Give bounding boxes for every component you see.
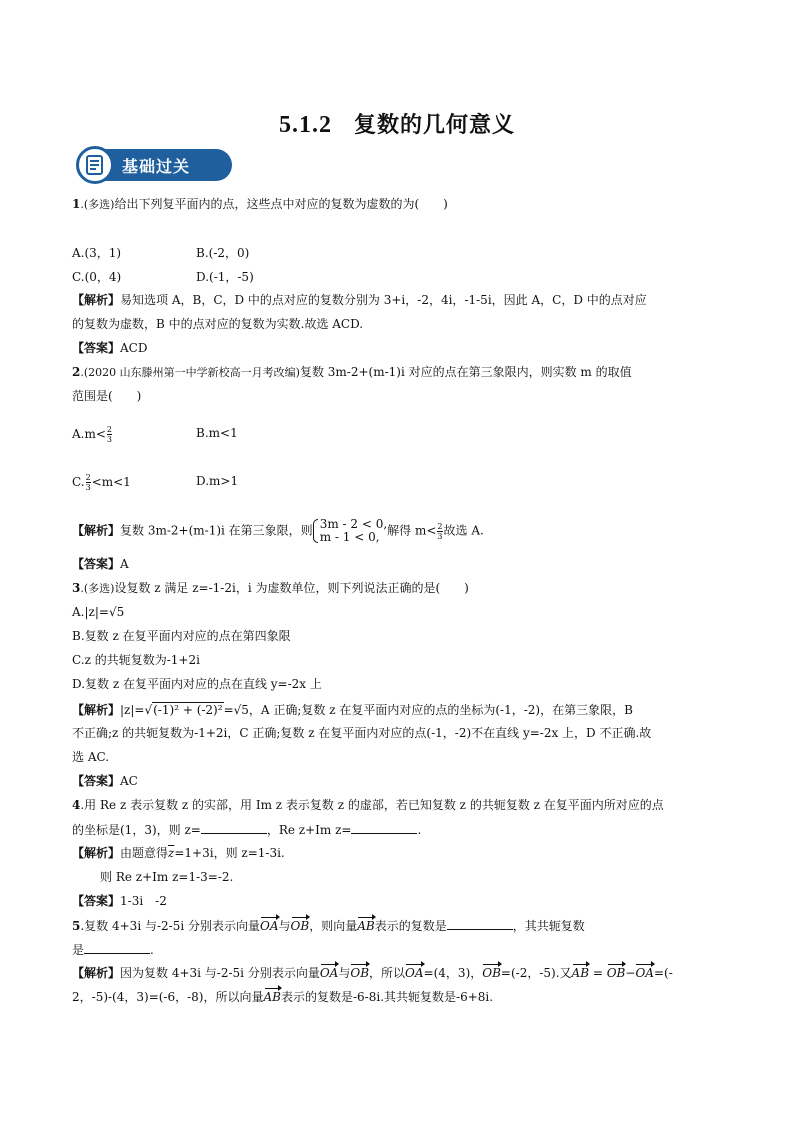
inequality-system xyxy=(313,518,387,544)
title-text: 复数的几何意义 xyxy=(353,113,515,138)
sys-line2: m - 1 < 0, xyxy=(319,530,380,544)
vector-oa: OA xyxy=(405,966,424,980)
q2-option-a-text: A.m< xyxy=(72,427,106,441)
vector-oa: OA xyxy=(319,966,339,980)
q5-analysis-text5: =(-2，-5).又 xyxy=(500,966,572,980)
vector-oa: OA xyxy=(260,919,279,933)
sqrt-radicand: (-1)² + (-2)² xyxy=(153,703,223,717)
q4-analysis-line2: 则 Re z+Im z=1-3=-2. xyxy=(100,870,234,884)
answer-label: 【答案】 xyxy=(72,774,121,788)
q3-text: 设复数 z 满足 z=-1-2i，i 为虚数单位，则下列说法正确的是( ) xyxy=(114,581,469,595)
frac-num: 2 xyxy=(106,425,113,434)
q3-analysis-line2: 不正确;z 的共轭复数为-1+2i，C 正确;复数 z 在复平面内对应的点(-1，-2)不在直线 y=-2x 上，D 不正确.故 xyxy=(72,726,652,740)
q4-stem-line2 xyxy=(72,821,421,838)
answer-blank[interactable] xyxy=(447,917,513,930)
q5-minus: − xyxy=(625,966,636,980)
vector-ob: OB xyxy=(606,966,626,980)
vector-ob: OB xyxy=(290,919,310,933)
frac-num: 2 xyxy=(85,473,91,482)
answer-blank[interactable] xyxy=(201,821,267,834)
q4-answer-value: 1-3i -2 xyxy=(120,894,167,908)
q5-text7: . xyxy=(150,943,154,957)
q5-analysis-text2: 与 xyxy=(338,966,351,980)
q4-stem-line1 xyxy=(72,797,664,813)
frac-num: 2 xyxy=(437,521,443,531)
analysis-label: 【解析】 xyxy=(72,966,121,980)
q2-option-a xyxy=(72,425,113,444)
q1-analysis-line2: 的复数为虚数，B 中的点对应的复数为实数.故选 ACD. xyxy=(72,317,364,331)
q4-number: 4 xyxy=(72,798,81,812)
fraction-2-3 xyxy=(86,473,91,492)
q1-answer-value: ACD xyxy=(120,341,148,355)
q5-text3: ，则向量 xyxy=(309,919,358,933)
q5-text6: 是 xyxy=(72,943,85,957)
q5-analysis-line1 xyxy=(72,965,673,981)
q3-answer xyxy=(72,773,138,789)
answer-blank[interactable] xyxy=(84,941,150,954)
q2-stem-line1 xyxy=(72,364,632,381)
q3-number: 3 xyxy=(72,581,81,595)
page-title xyxy=(0,108,794,139)
vector-oa: OA xyxy=(635,966,654,980)
section-badge xyxy=(76,146,234,184)
q2-option-b: B.m<1 xyxy=(196,426,238,440)
q1-option-a: A.(3，1) xyxy=(72,246,122,260)
q1-answer xyxy=(72,340,147,356)
q5-text2: 与 xyxy=(278,919,291,933)
conjugate-z: $\overline{z}$ xyxy=(168,846,175,860)
q4-analysis-line1 xyxy=(72,845,285,861)
q5-analysis-text7: 2，-5)-(4，3)=(-6，-8)，所以向量 xyxy=(72,990,264,1004)
q3-tag: .(多选) xyxy=(80,582,115,595)
q3-stem xyxy=(72,580,469,597)
frac-den: 3 xyxy=(437,531,443,541)
q2-number: 2 xyxy=(72,365,81,379)
q4-analysis-text1: 由题意得 xyxy=(120,846,169,860)
q2-analysis-text3: 故选 A. xyxy=(443,523,484,538)
q1-analysis-text1: 易知选项 A，B，C，D 中的点对应的复数分别为 3+i，-2，4i，-1-5i，因此 A，C，D 中的点对应 xyxy=(120,293,647,307)
fraction-2-3 xyxy=(107,425,112,444)
q2-analysis-text: 复数 3m-2+(m-1)i 在第三象限，则 xyxy=(120,523,313,538)
q5-analysis-line2 xyxy=(72,989,493,1005)
analysis-label: 【解析】 xyxy=(72,703,121,717)
q1-option-d: D.(-1，-5) xyxy=(196,270,254,284)
q1-stem xyxy=(72,196,448,213)
q3-option-b: B.复数 z 在复平面内对应的点在第四象限 xyxy=(72,629,291,643)
frac-den: 3 xyxy=(106,435,113,444)
q3-option-c: C.z 的共轭复数为-1+2i xyxy=(72,653,200,667)
q2-answer-value: A xyxy=(120,557,129,571)
q2-stem-line2: 范围是( ) xyxy=(72,389,142,403)
q4-analysis-text2: =1+3i，则 z=1-3i. xyxy=(174,846,285,860)
vector-ab: AB xyxy=(357,919,375,933)
q2-tag: .(2020 山东滕州第一中学新校高一月考改编) xyxy=(80,366,300,379)
q4-text2a: 的坐标是(1，3)，则 z= xyxy=(72,823,201,837)
q1-tag: .(多选) xyxy=(80,198,115,211)
vector-ob: OB xyxy=(350,966,370,980)
q1-text: 给出下列复平面内的点，这些点中对应的复数为虚数的为( ) xyxy=(114,197,448,211)
q4-text2c: . xyxy=(417,823,422,837)
q3-analysis-text2: =√5，A 正确;复数 z 在复平面内对应的点的坐标为(-1，-2)，在第三象限，B xyxy=(223,703,633,717)
answer-label: 【答案】 xyxy=(72,341,121,355)
q3-option-d: D.复数 z 在复平面内对应的点在直线 y=-2x 上 xyxy=(72,677,322,691)
q3-answer-value: AC xyxy=(120,774,138,788)
q5-stem-line2 xyxy=(72,941,154,958)
q5-analysis-text4: =(4，3)， xyxy=(423,966,483,980)
vector-ob: OB xyxy=(482,966,501,980)
analysis-label: 【解析】 xyxy=(72,293,121,307)
q5-analysis-text3: ，所以 xyxy=(369,966,406,980)
q2-option-c: C. $\frac{2}{3}$ <m<1 xyxy=(72,473,131,492)
q3-analysis-text1: |z|= xyxy=(120,703,145,717)
q5-analysis-text1: 因为复数 4+3i 与-2-5i 分别表示向量 xyxy=(120,966,320,980)
q4-answer xyxy=(72,893,167,909)
analysis-label: 【解析】 xyxy=(72,846,121,860)
q1-option-b: B.(-2，0) xyxy=(196,246,250,260)
q5-stem-line1 xyxy=(72,917,585,934)
fraction-2-3 xyxy=(437,522,442,541)
answer-blank[interactable] xyxy=(351,821,417,834)
q1-number: 1 xyxy=(72,197,81,211)
q5-text5: ，其共轭复数 xyxy=(512,919,585,933)
section-number: 5.1.2 xyxy=(278,112,332,138)
q2-analysis xyxy=(72,518,484,544)
q2-answer xyxy=(72,556,129,572)
q4-text1: .用 Re z 表示复数 z 的实部，用 Im z 表示复数 z 的虚部，若已知复数 z 的共轭复数 z 在复平面内所对应的点 xyxy=(80,798,664,812)
q5-text4: 表示的复数是 xyxy=(374,919,447,933)
q4-text2b: ，Re z+Im z= xyxy=(266,823,352,837)
vector-ab: AB xyxy=(263,990,281,1004)
q1-analysis-line1 xyxy=(72,292,647,308)
q2-text: 复数 3m-2+(m-1)i 对应的点在第三象限内，则实数 m 的取值 xyxy=(299,365,632,379)
q2-option-d: D.m>1 xyxy=(196,474,239,488)
answer-label: 【答案】 xyxy=(72,557,121,571)
q3-analysis-line1: 【解析】|z|=√(-1)² + (-2)²=√5，A 正确;复数 z 在复平面内对应的点的坐标为(-1，-2)，在第三象限，B xyxy=(72,703,633,717)
q5-number: 5 xyxy=(72,919,81,933)
vector-ab: AB xyxy=(571,966,590,980)
frac-den: 3 xyxy=(85,483,91,492)
badge-label: 基础过关 xyxy=(122,157,191,176)
analysis-label: 【解析】 xyxy=(72,523,121,538)
q2-option-c-text: <m<1 xyxy=(91,475,131,489)
sys-line1: 3m - 2 < 0, xyxy=(319,517,388,531)
q5-analysis-text8: 表示的复数是-6-8i.其共轭复数是-6+8i. xyxy=(280,990,494,1004)
q2-analysis-text2: 解得 m< xyxy=(387,523,437,538)
q5-text1: .复数 4+3i 与-2-5i 分别表示向量 xyxy=(80,919,260,933)
answer-label: 【答案】 xyxy=(72,894,121,908)
document-list-icon xyxy=(76,146,114,184)
q3-analysis-line3: 选 AC. xyxy=(72,750,110,764)
q5-eq: = xyxy=(589,966,607,980)
q1-option-c: C.(0，4) xyxy=(72,270,122,284)
q3-option-a: A.|z|=√5 xyxy=(72,605,125,619)
q5-analysis-text6: =(- xyxy=(653,966,673,980)
